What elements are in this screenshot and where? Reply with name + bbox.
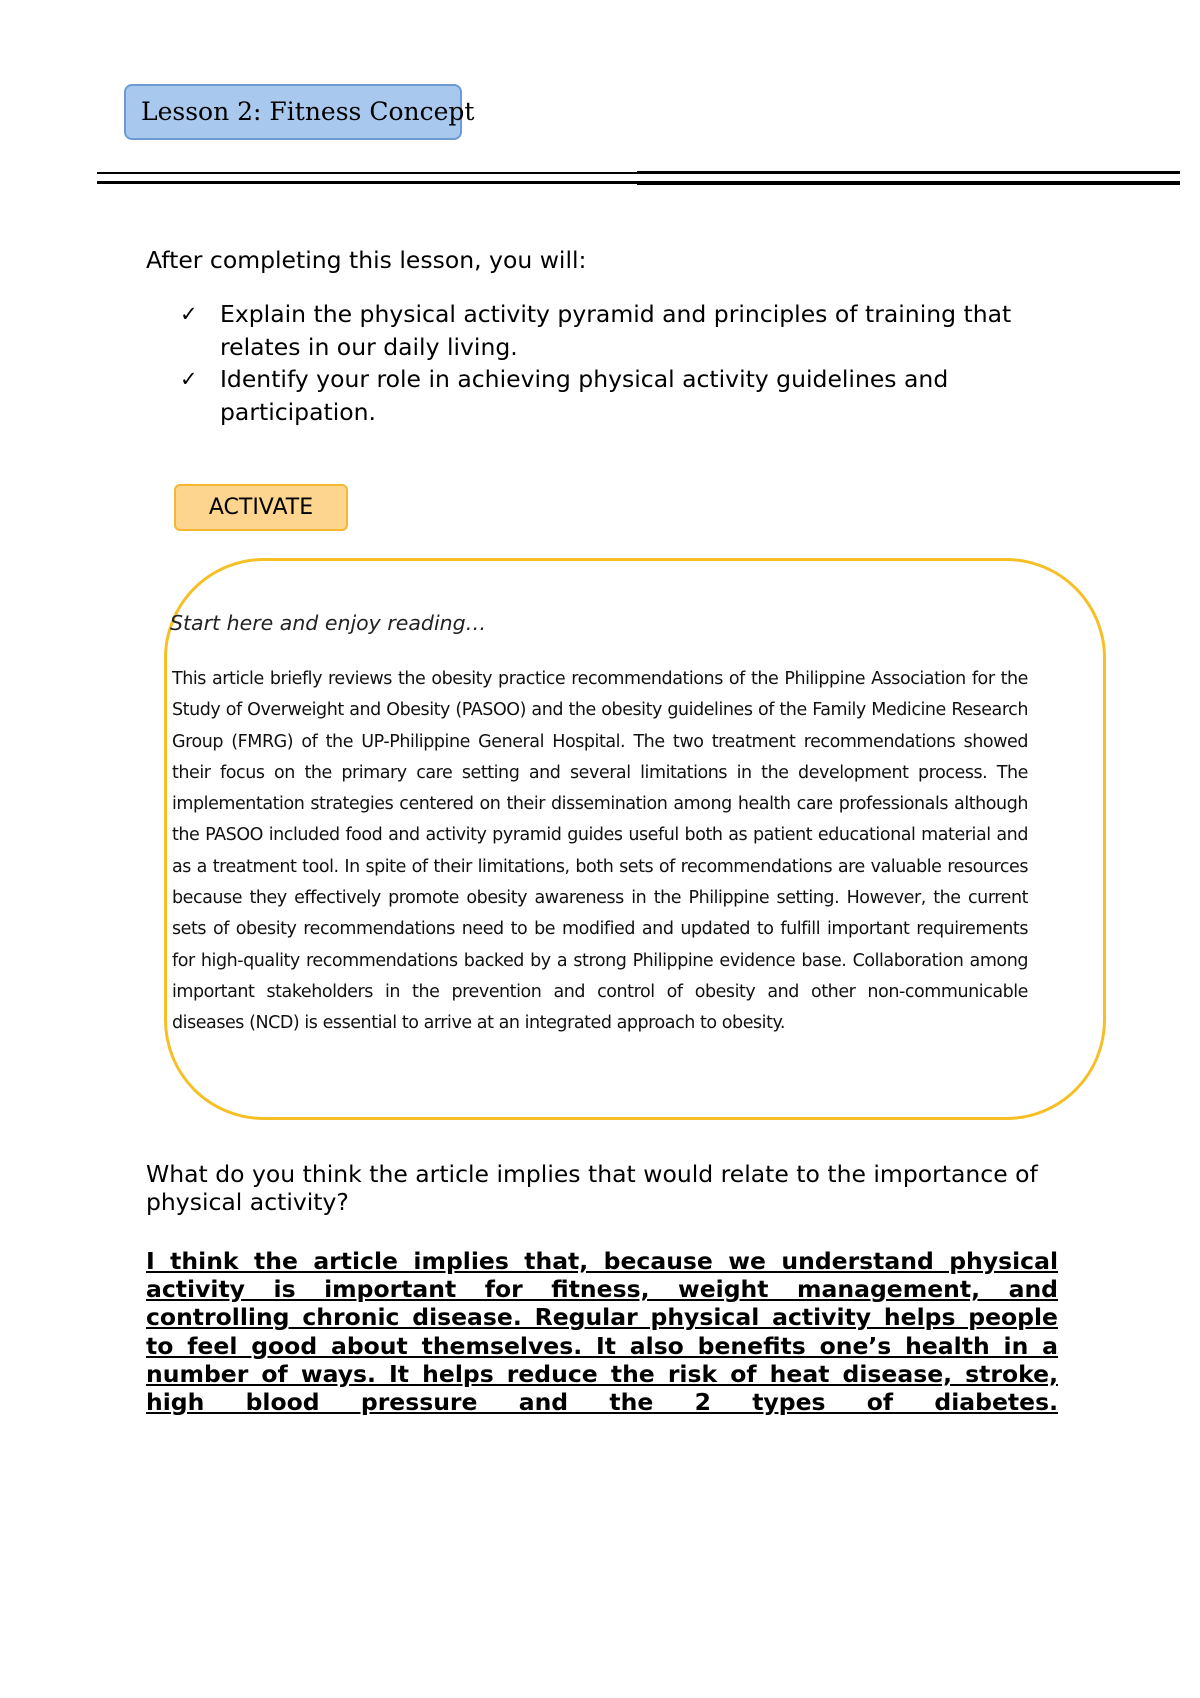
header-rule-upper-left (97, 172, 637, 174)
activate-badge (174, 484, 348, 531)
article-lead: Start here and enjoy reading… (170, 611, 487, 635)
lesson-title: Lesson 2: Fitness Concept (141, 97, 475, 126)
discussion-answer: I think the article implies that, because we understand physical activity is important for fitness, weight management, and controlling chronic disease. Regular physical activity helps people to feel good about themselves. It also benefits one’s health in a number of ways. It helps reduce the risk of heat disease, stroke, high blood pressure and the 2 types of diabetes. (146, 1247, 1058, 1417)
header-rule-lower-left (97, 181, 637, 184)
objectives-list (180, 298, 1060, 428)
objective-item (180, 363, 1060, 428)
discussion-question: What do you think the article implies that would relate to the importance of physical activity? (146, 1160, 1038, 1216)
objective-text: Explain the physical activity pyramid and principles of training that relates in our daily living. (220, 300, 1012, 361)
header-rule-upper-right (637, 171, 1180, 174)
lesson-title-badge (124, 84, 475, 140)
header-rule-lower-right (637, 181, 1180, 185)
check-icon: ✓ (180, 302, 198, 326)
objective-text: Identify your role in achieving physical activity guidelines and participation. (220, 365, 949, 426)
objective-item (180, 298, 1060, 363)
activate-label: ACTIVATE (208, 495, 314, 520)
article-body: This article briefly reviews the obesity practice recommendations of the Philippine Association for the Study of Overweight and Obesity (PASOO) and the obesity guidelines of the Family Medicine Research Group (FMRG) of the UP-Philippine General Hospital. The two treatment recommendations showed their focus on the primary care setting and several limitations in the development process. The implementation strategies centered on their dissemination among health care professionals although the PASOO included food and activity pyramid guides useful both as patient educational material and as a treatment tool. In spite of their limitations, both sets of recommendations are valuable resources because they effectively promote obesity awareness in the Philippine setting. However, the current sets of obesity recommendations need to be modified and updated to fulfill important requirements for high-quality recommendations backed by a strong Philippine evidence base. Collaboration among important stakeholders in the prevention and control of obesity and other non-communicable diseases (NCD) is essential to arrive at an integrated approach to obesity. (172, 669, 1028, 1034)
objectives-intro: After completing this lesson, you will: (146, 246, 587, 274)
check-icon: ✓ (180, 367, 198, 391)
